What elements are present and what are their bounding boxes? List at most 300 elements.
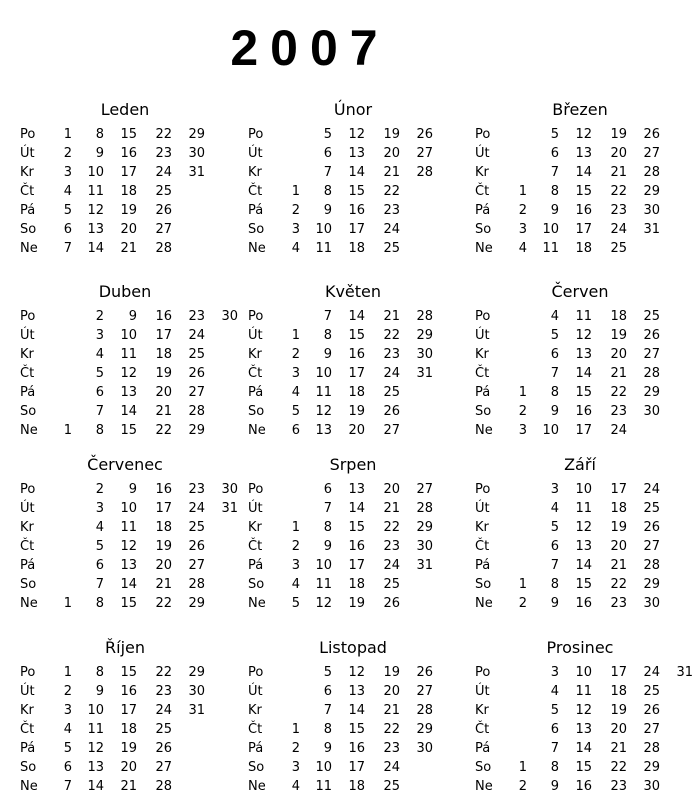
- day-number: 24: [643, 482, 660, 497]
- day-number: 1: [291, 520, 300, 535]
- day-number: 16: [575, 203, 592, 218]
- month-title: Říjen: [105, 638, 145, 657]
- day-number: 25: [643, 501, 660, 516]
- weekday-label: Út: [475, 146, 490, 161]
- day-number: 17: [120, 165, 137, 180]
- day-number: 6: [550, 146, 559, 161]
- day-number: 30: [221, 309, 238, 324]
- weekday-label: So: [248, 404, 265, 419]
- day-number: 10: [87, 703, 104, 718]
- day-number: 14: [87, 241, 104, 256]
- day-number: 23: [383, 347, 400, 362]
- day-number: 16: [575, 779, 592, 794]
- day-number: 20: [610, 722, 627, 737]
- day-number: 14: [575, 558, 592, 573]
- day-number: 12: [87, 203, 104, 218]
- weekday-label: Pá: [475, 741, 491, 756]
- day-number: 22: [155, 127, 172, 142]
- weekday-label: Pá: [248, 558, 264, 573]
- day-number: 1: [63, 596, 72, 611]
- day-number: 6: [95, 385, 104, 400]
- day-number: 11: [120, 347, 137, 362]
- day-number: 7: [63, 779, 72, 794]
- weekday-label: Po: [248, 665, 264, 680]
- day-number: 14: [120, 404, 137, 419]
- day-number: 9: [323, 741, 332, 756]
- day-number: 29: [416, 328, 433, 343]
- day-number: 6: [95, 558, 104, 573]
- day-number: 18: [610, 309, 627, 324]
- day-number: 20: [120, 222, 137, 237]
- weekday-label: Po: [20, 482, 36, 497]
- day-number: 6: [323, 684, 332, 699]
- day-number: 10: [120, 501, 137, 516]
- day-number: 6: [63, 760, 72, 775]
- day-number: 30: [221, 482, 238, 497]
- day-number: 16: [575, 596, 592, 611]
- day-number: 26: [383, 404, 400, 419]
- day-number: 18: [348, 241, 365, 256]
- day-number: 25: [155, 722, 172, 737]
- day-number: 16: [575, 404, 592, 419]
- day-number: 19: [120, 741, 137, 756]
- day-number: 28: [416, 309, 433, 324]
- weekday-label: Čt: [20, 539, 35, 554]
- day-number: 22: [610, 184, 627, 199]
- day-number: 31: [188, 703, 205, 718]
- day-number: 11: [315, 385, 332, 400]
- day-number: 12: [575, 703, 592, 718]
- day-number: 18: [348, 577, 365, 592]
- day-number: 20: [383, 684, 400, 699]
- day-number: 17: [610, 665, 627, 680]
- day-number: 2: [518, 779, 527, 794]
- weekday-label: So: [20, 404, 37, 419]
- day-number: 26: [383, 596, 400, 611]
- weekday-label: Čt: [248, 539, 263, 554]
- weekday-label: Čt: [248, 184, 263, 199]
- day-number: 30: [416, 539, 433, 554]
- day-number: 16: [120, 684, 137, 699]
- weekday-label: Ne: [20, 779, 38, 794]
- day-number: 11: [575, 501, 592, 516]
- day-number: 17: [575, 423, 592, 438]
- day-number: 19: [610, 703, 627, 718]
- day-number: 25: [643, 684, 660, 699]
- weekday-label: Pá: [248, 385, 264, 400]
- day-number: 2: [95, 482, 104, 497]
- day-number: 26: [416, 665, 433, 680]
- month-title: Červen: [551, 282, 609, 301]
- day-number: 7: [550, 558, 559, 573]
- day-number: 14: [575, 366, 592, 381]
- weekday-label: Út: [248, 146, 263, 161]
- day-number: 14: [575, 741, 592, 756]
- day-number: 13: [87, 760, 104, 775]
- day-number: 27: [643, 146, 660, 161]
- weekday-label: Po: [475, 482, 491, 497]
- day-number: 2: [518, 404, 527, 419]
- day-number: 8: [550, 385, 559, 400]
- day-number: 23: [188, 309, 205, 324]
- day-number: 30: [416, 347, 433, 362]
- day-number: 22: [383, 520, 400, 535]
- weekday-label: Kr: [20, 165, 34, 180]
- day-number: 19: [155, 539, 172, 554]
- day-number: 8: [95, 127, 104, 142]
- day-number: 12: [348, 127, 365, 142]
- day-number: 11: [315, 779, 332, 794]
- day-number: 5: [291, 596, 300, 611]
- day-number: 10: [315, 760, 332, 775]
- day-number: 26: [188, 366, 205, 381]
- day-number: 18: [155, 347, 172, 362]
- weekday-label: Kr: [20, 347, 34, 362]
- day-number: 5: [63, 741, 72, 756]
- day-number: 15: [348, 184, 365, 199]
- day-number: 2: [518, 596, 527, 611]
- weekday-label: Kr: [475, 703, 489, 718]
- day-number: 14: [120, 577, 137, 592]
- day-number: 10: [87, 165, 104, 180]
- month-block: [465, 98, 695, 268]
- day-number: 5: [323, 665, 332, 680]
- day-number: 21: [383, 501, 400, 516]
- day-number: 5: [63, 203, 72, 218]
- day-number: 12: [575, 328, 592, 343]
- day-number: 5: [95, 366, 104, 381]
- day-number: 10: [542, 423, 559, 438]
- month-block: [465, 280, 695, 450]
- day-number: 24: [188, 501, 205, 516]
- weekday-label: Pá: [20, 385, 36, 400]
- day-number: 24: [383, 222, 400, 237]
- day-number: 22: [155, 423, 172, 438]
- day-number: 6: [550, 347, 559, 362]
- day-number: 15: [575, 760, 592, 775]
- day-number: 27: [643, 539, 660, 554]
- day-number: 10: [575, 665, 592, 680]
- day-number: 29: [416, 520, 433, 535]
- day-number: 20: [120, 760, 137, 775]
- weekday-label: Po: [248, 309, 264, 324]
- day-number: 7: [323, 165, 332, 180]
- weekday-label: Kr: [248, 165, 262, 180]
- day-number: 18: [610, 501, 627, 516]
- day-number: 28: [643, 165, 660, 180]
- day-number: 28: [155, 241, 172, 256]
- day-number: 4: [550, 309, 559, 324]
- day-number: 27: [643, 722, 660, 737]
- month-block: [465, 636, 695, 806]
- day-number: 17: [348, 366, 365, 381]
- day-number: 15: [575, 577, 592, 592]
- day-number: 23: [383, 203, 400, 218]
- weekday-label: So: [248, 760, 265, 775]
- day-number: 10: [315, 558, 332, 573]
- weekday-label: So: [20, 577, 37, 592]
- weekday-label: Út: [475, 328, 490, 343]
- day-number: 2: [291, 203, 300, 218]
- day-number: 13: [120, 385, 137, 400]
- day-number: 28: [416, 703, 433, 718]
- day-number: 22: [383, 184, 400, 199]
- day-number: 6: [550, 539, 559, 554]
- day-number: 29: [643, 577, 660, 592]
- weekday-label: Kr: [248, 347, 262, 362]
- day-number: 8: [323, 328, 332, 343]
- day-number: 28: [188, 404, 205, 419]
- day-number: 6: [63, 222, 72, 237]
- day-number: 4: [63, 184, 72, 199]
- month-title: Duben: [98, 282, 152, 301]
- day-number: 1: [63, 423, 72, 438]
- month-title: Květen: [324, 282, 382, 301]
- month-title: Únor: [333, 100, 373, 119]
- weekday-label: So: [20, 222, 37, 237]
- weekday-label: Ne: [248, 241, 266, 256]
- day-number: 27: [188, 385, 205, 400]
- day-number: 5: [291, 404, 300, 419]
- day-number: 21: [120, 779, 137, 794]
- day-number: 20: [155, 558, 172, 573]
- day-number: 3: [291, 222, 300, 237]
- day-number: 13: [348, 684, 365, 699]
- day-number: 29: [643, 385, 660, 400]
- weekday-label: Ne: [248, 596, 266, 611]
- day-number: 29: [188, 423, 205, 438]
- day-number: 23: [188, 482, 205, 497]
- day-number: 18: [120, 722, 137, 737]
- weekday-label: So: [475, 760, 492, 775]
- day-number: 7: [323, 501, 332, 516]
- day-number: 2: [95, 309, 104, 324]
- day-number: 18: [120, 184, 137, 199]
- day-number: 4: [63, 722, 72, 737]
- day-number: 23: [610, 779, 627, 794]
- day-number: 28: [643, 741, 660, 756]
- weekday-label: Pá: [475, 558, 491, 573]
- weekday-label: Pá: [20, 203, 36, 218]
- day-number: 7: [550, 165, 559, 180]
- day-number: 21: [610, 741, 627, 756]
- day-number: 11: [315, 577, 332, 592]
- month-block: [465, 453, 695, 623]
- weekday-label: Čt: [248, 722, 263, 737]
- day-number: 1: [63, 127, 72, 142]
- weekday-label: Ne: [20, 241, 38, 256]
- weekday-label: Po: [248, 127, 264, 142]
- day-number: 9: [128, 309, 137, 324]
- weekday-label: Kr: [475, 165, 489, 180]
- day-number: 24: [383, 558, 400, 573]
- day-number: 4: [291, 241, 300, 256]
- weekday-label: Po: [20, 309, 36, 324]
- day-number: 5: [550, 127, 559, 142]
- day-number: 25: [383, 241, 400, 256]
- day-number: 25: [188, 520, 205, 535]
- day-number: 14: [87, 779, 104, 794]
- day-number: 22: [383, 722, 400, 737]
- day-number: 9: [128, 482, 137, 497]
- day-number: 4: [518, 241, 527, 256]
- day-number: 17: [120, 703, 137, 718]
- day-number: 29: [643, 184, 660, 199]
- weekday-label: Po: [20, 665, 36, 680]
- weekday-label: Kr: [475, 347, 489, 362]
- weekday-label: So: [475, 577, 492, 592]
- day-number: 22: [383, 328, 400, 343]
- day-number: 16: [155, 482, 172, 497]
- day-number: 12: [120, 366, 137, 381]
- day-number: 31: [188, 165, 205, 180]
- month-block: [238, 636, 468, 806]
- day-number: 13: [575, 347, 592, 362]
- day-number: 24: [383, 760, 400, 775]
- weekday-label: Pá: [20, 741, 36, 756]
- day-number: 8: [550, 184, 559, 199]
- day-number: 26: [155, 741, 172, 756]
- day-number: 24: [155, 165, 172, 180]
- weekday-label: Ne: [248, 423, 266, 438]
- weekday-label: Čt: [475, 366, 490, 381]
- day-number: 18: [610, 684, 627, 699]
- day-number: 2: [63, 146, 72, 161]
- day-number: 23: [383, 741, 400, 756]
- day-number: 9: [323, 347, 332, 362]
- day-number: 14: [348, 309, 365, 324]
- weekday-label: Čt: [475, 722, 490, 737]
- day-number: 25: [383, 779, 400, 794]
- weekday-label: Pá: [248, 203, 264, 218]
- day-number: 26: [643, 328, 660, 343]
- month-title: Březen: [552, 100, 608, 119]
- day-number: 9: [323, 203, 332, 218]
- day-number: 23: [610, 404, 627, 419]
- day-number: 29: [188, 127, 205, 142]
- day-number: 13: [120, 558, 137, 573]
- day-number: 13: [87, 222, 104, 237]
- day-number: 26: [416, 127, 433, 142]
- day-number: 1: [518, 577, 527, 592]
- day-number: 11: [120, 520, 137, 535]
- day-number: 19: [383, 127, 400, 142]
- weekday-label: Út: [248, 684, 263, 699]
- day-number: 15: [575, 184, 592, 199]
- day-number: 4: [291, 385, 300, 400]
- day-number: 8: [95, 596, 104, 611]
- weekday-label: Ne: [475, 596, 493, 611]
- day-number: 8: [95, 665, 104, 680]
- day-number: 23: [610, 203, 627, 218]
- day-number: 9: [95, 684, 104, 699]
- day-number: 1: [63, 665, 72, 680]
- month-block: [10, 98, 240, 268]
- day-number: 5: [550, 520, 559, 535]
- weekday-label: Pá: [475, 385, 491, 400]
- day-number: 15: [120, 596, 137, 611]
- day-number: 9: [550, 779, 559, 794]
- day-number: 10: [575, 482, 592, 497]
- day-number: 31: [643, 222, 660, 237]
- day-number: 19: [383, 665, 400, 680]
- day-number: 31: [221, 501, 238, 516]
- day-number: 10: [315, 366, 332, 381]
- month-block: [10, 280, 240, 450]
- weekday-label: Út: [20, 501, 35, 516]
- day-number: 8: [323, 722, 332, 737]
- day-number: 30: [188, 684, 205, 699]
- day-number: 19: [610, 520, 627, 535]
- day-number: 27: [188, 558, 205, 573]
- month-title: Září: [564, 455, 596, 474]
- day-number: 25: [610, 241, 627, 256]
- day-number: 11: [87, 184, 104, 199]
- day-number: 19: [120, 203, 137, 218]
- day-number: 15: [120, 127, 137, 142]
- day-number: 19: [610, 328, 627, 343]
- day-number: 18: [348, 779, 365, 794]
- day-number: 26: [643, 703, 660, 718]
- day-number: 17: [155, 501, 172, 516]
- weekday-label: Pá: [20, 558, 36, 573]
- day-number: 9: [550, 203, 559, 218]
- day-number: 14: [348, 501, 365, 516]
- day-number: 11: [575, 684, 592, 699]
- day-number: 13: [575, 539, 592, 554]
- day-number: 21: [383, 703, 400, 718]
- day-number: 15: [348, 520, 365, 535]
- day-number: 24: [383, 366, 400, 381]
- day-number: 16: [348, 539, 365, 554]
- day-number: 5: [550, 703, 559, 718]
- day-number: 9: [323, 539, 332, 554]
- day-number: 25: [643, 309, 660, 324]
- weekday-label: Út: [20, 684, 35, 699]
- day-number: 30: [643, 596, 660, 611]
- day-number: 28: [643, 558, 660, 573]
- day-number: 23: [610, 596, 627, 611]
- weekday-label: Kr: [475, 520, 489, 535]
- weekday-label: Út: [248, 328, 263, 343]
- month-title: Srpen: [329, 455, 377, 474]
- day-number: 28: [416, 501, 433, 516]
- weekday-label: Ne: [475, 423, 493, 438]
- weekday-label: Čt: [20, 366, 35, 381]
- day-number: 26: [643, 520, 660, 535]
- day-number: 12: [575, 127, 592, 142]
- weekday-label: Út: [475, 501, 490, 516]
- day-number: 9: [550, 596, 559, 611]
- weekday-label: Pá: [475, 203, 491, 218]
- weekday-label: Kr: [248, 520, 262, 535]
- day-number: 30: [643, 203, 660, 218]
- day-number: 10: [542, 222, 559, 237]
- day-number: 31: [676, 665, 693, 680]
- day-number: 27: [416, 146, 433, 161]
- day-number: 2: [63, 684, 72, 699]
- day-number: 18: [575, 241, 592, 256]
- day-number: 11: [315, 241, 332, 256]
- day-number: 2: [291, 539, 300, 554]
- weekday-label: Kr: [20, 520, 34, 535]
- weekday-label: Út: [20, 146, 35, 161]
- day-number: 10: [315, 222, 332, 237]
- weekday-label: Čt: [20, 184, 35, 199]
- day-number: 2: [291, 741, 300, 756]
- day-number: 15: [120, 665, 137, 680]
- weekday-label: Po: [20, 127, 36, 142]
